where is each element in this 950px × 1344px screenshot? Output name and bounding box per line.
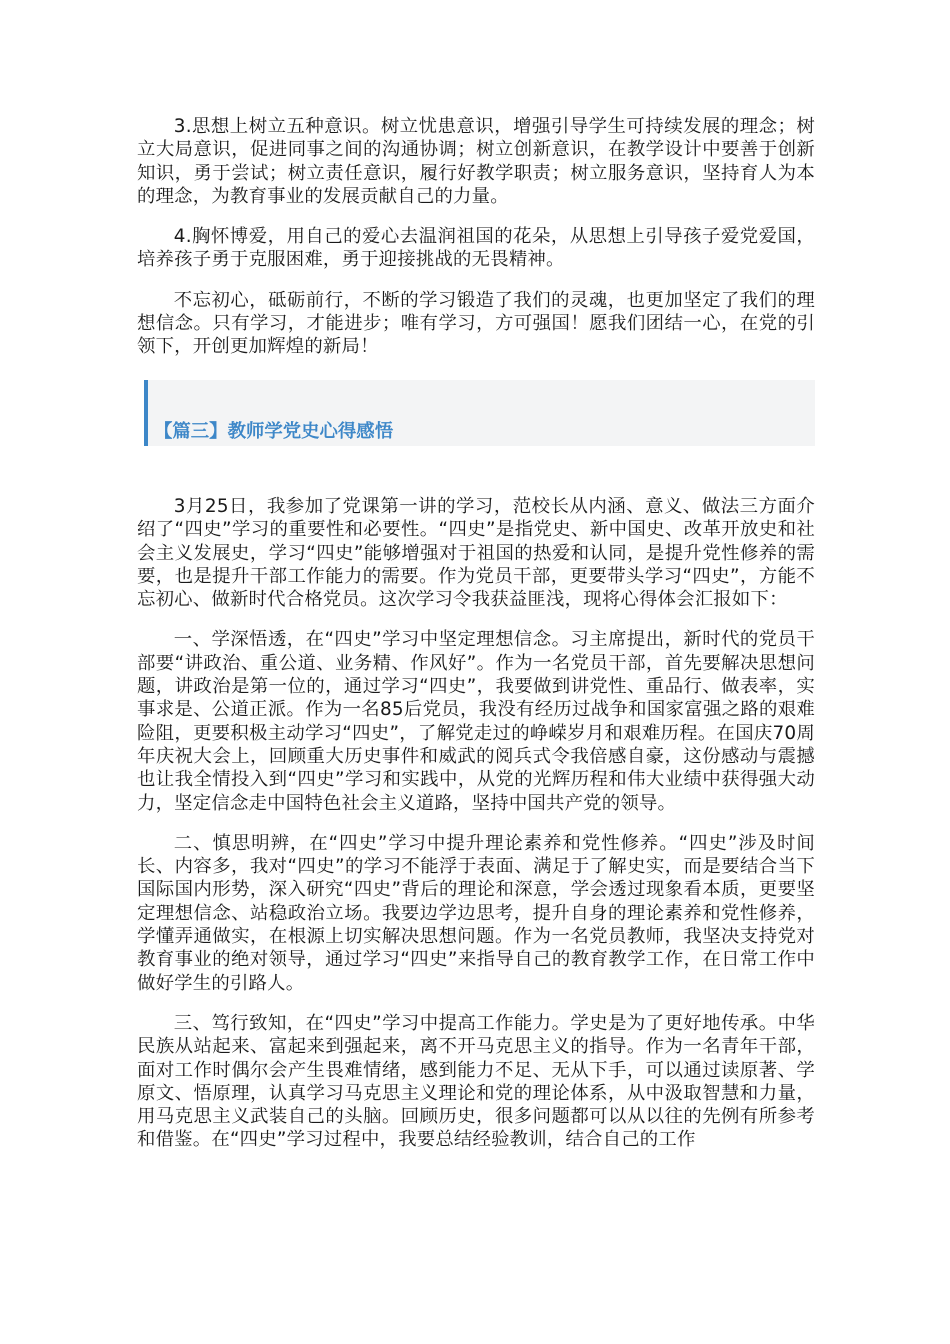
paragraph-love: 4.胸怀博爱，用自己的爱心去温润祖国的花朵，从思想上引导孩子爱党爱国，培养孩子勇于克服困难，勇于迎接挑战的无畏精神。 [137, 226, 815, 271]
paragraph-intro: 3月25日，我参加了党课第一讲的学习，范校长从内涵、意义、做法三方面介绍了“四史”学习的重要性和必要性。“四史”是指党史、新中国史、改革开放史和社会主义发展史，学习“四史”能够增强对于祖国的热爱和认同，是提升党性修养的需要，也是提升干部工作能力的需要。作为党员干部，更要带头学习“四史”，方能不忘初心、做新时代合格党员。这次学习令我获益匪浅，现将心得体会汇报如下： [137, 496, 815, 611]
paragraph-point-two: 二、慎思明辨，在“四史”学习中提升理论素养和党性修养。“四史”涉及时间长、内容多，我对“四史”的学习不能浮于表面、满足于了解史实，而是要结合当下国际国内形势，深入研究“四史”背后的理论和深意，学会透过现象看本质，更要坚定理想信念、站稳政治立场。我要边学边思考，提升自身的理论素养和党性修养，学懂弄通做实，在根源上切实解决思想问题。作为一名党员教师，我坚决支持党对教育事业的绝对领导，通过学习“四史”来指导自己的教育教学工作，在日常工作中做好学生的引路人。 [137, 832, 815, 994]
top-text-block [137, 0, 815, 359]
paragraph-awareness: 3.思想上树立五种意识。树立忧患意识，增强引导学生可持续发展的理念；树立大局意识，促进同事之间的沟通协调；树立创新意识，在教学设计中要善于创新知识，勇于尝试；树立责任意识，履行好教学职责；树立服务意识，坚持育人为本的理念，为教育事业的发展贡献自己的力量。 [137, 116, 815, 207]
paragraph-point-three: 三、笃行致知，在“四史”学习中提高工作能力。学史是为了更好地传承。中华民族从站起来、富起来到强起来，离不开马克思主义的指导。作为一名青年干部，面对工作时偶尔会产生畏难情绪，感到能力不足、无从下手，可以通过读原著、学原文、悟原理，认真学习马克思主义理论和党的理论体系，从中汲取智慧和力量，用马克思主义武装自己的头脑。回顾历史，很多问题都可以从以往的先例有所参考和借鉴。在“四史”学习过程中，我要总结经验教训，结合自己的工作 [137, 1012, 815, 1151]
article-body [137, 495, 815, 1152]
section-header [144, 380, 815, 446]
paragraph-conclusion: 不忘初心，砥砺前行，不断的学习锻造了我们的灵魂，也更加坚定了我们的理想信念。只有学习，才能进步；唯有学习，方可强国！愿我们团结一心，在党的引领下，开创更加辉煌的新局！ [137, 289, 815, 358]
paragraph-point-one: 一、学深悟透，在“四史”学习中坚定理想信念。习主席提出，新时代的党员干部要“讲政治、重公道、业务精、作风好”。作为一名党员干部，首先要解决思想问题，讲政治是第一位的，通过学习“四史”，我要做到讲党性、重品行、做表率，实事求是、公道正派。作为一名85后党员，我没有经历过战争和国家富强之路的艰难险阻，更要积极主动学习“四史”，了解党走过的峥嵘岁月和艰难历程。在国庆70周年庆祝大会上，回顾重大历史事件和威武的阅兵式令我倍感自豪，这份感动与震撼也让我全情投入到“四史”学习和实践中，从党的光辉历程和伟大业绩中获得强大动力，坚定信念走中国特色社会主义道路，坚持中国共产党的领导。 [137, 629, 815, 814]
section-title: 【篇三】教师学党史心得感悟 [154, 421, 394, 442]
